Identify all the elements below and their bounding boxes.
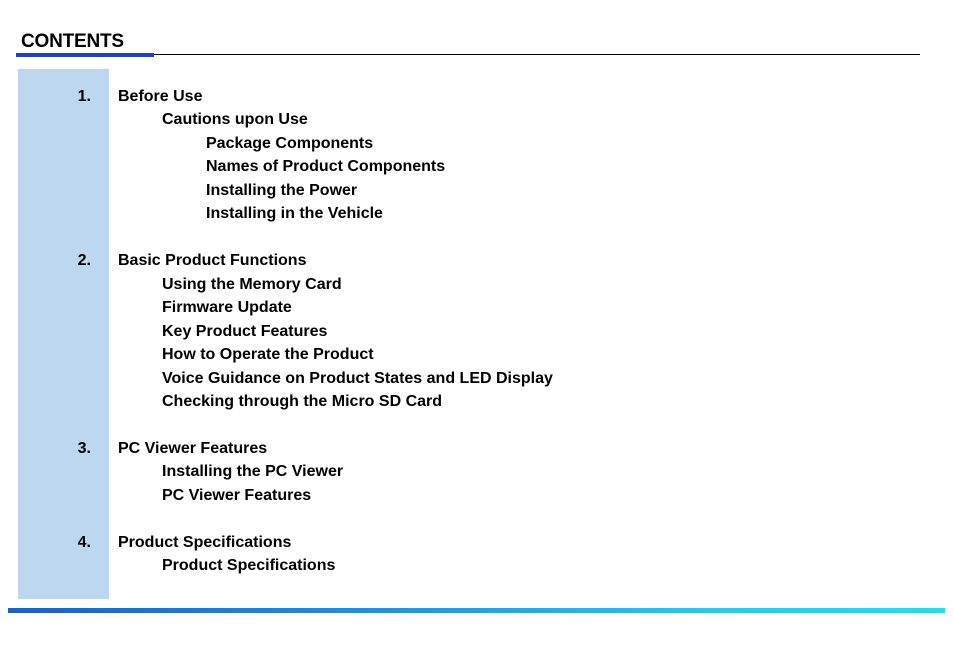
toc-item[interactable]: Product Specifications: [162, 557, 336, 574]
toc-item[interactable]: Key Product Features: [162, 323, 328, 340]
section-heading[interactable]: Basic Product Functions: [118, 252, 307, 269]
section-number: 3.: [77, 440, 91, 457]
toc-item[interactable]: Cautions upon Use: [162, 111, 308, 128]
section-heading[interactable]: Product Specifications: [118, 534, 292, 551]
toc-item[interactable]: Checking through the Micro SD Card: [162, 393, 443, 410]
toc-item[interactable]: Package Components: [206, 135, 374, 152]
toc-item[interactable]: Using the Memory Card: [162, 276, 342, 293]
section-number: 2.: [77, 252, 91, 269]
section-number: 4.: [77, 534, 91, 551]
section-heading[interactable]: Before Use: [118, 88, 203, 105]
toc-item[interactable]: How to Operate the Product: [162, 346, 374, 363]
toc-item[interactable]: Installing the PC Viewer: [162, 463, 344, 480]
section-heading[interactable]: PC Viewer Features: [118, 440, 268, 457]
bottom-gradient-bar: [8, 608, 945, 613]
toc-item[interactable]: Installing in the Vehicle: [206, 205, 383, 222]
toc-item[interactable]: Voice Guidance on Product States and LED Display: [162, 370, 553, 387]
section-number: 1.: [77, 88, 91, 105]
toc-item[interactable]: PC Viewer Features: [162, 487, 312, 504]
toc-item[interactable]: Installing the Power: [206, 182, 358, 199]
toc-item[interactable]: Names of Product Components: [206, 158, 446, 175]
page-title: CONTENTS: [21, 31, 124, 52]
toc-item[interactable]: Firmware Update: [162, 299, 292, 316]
